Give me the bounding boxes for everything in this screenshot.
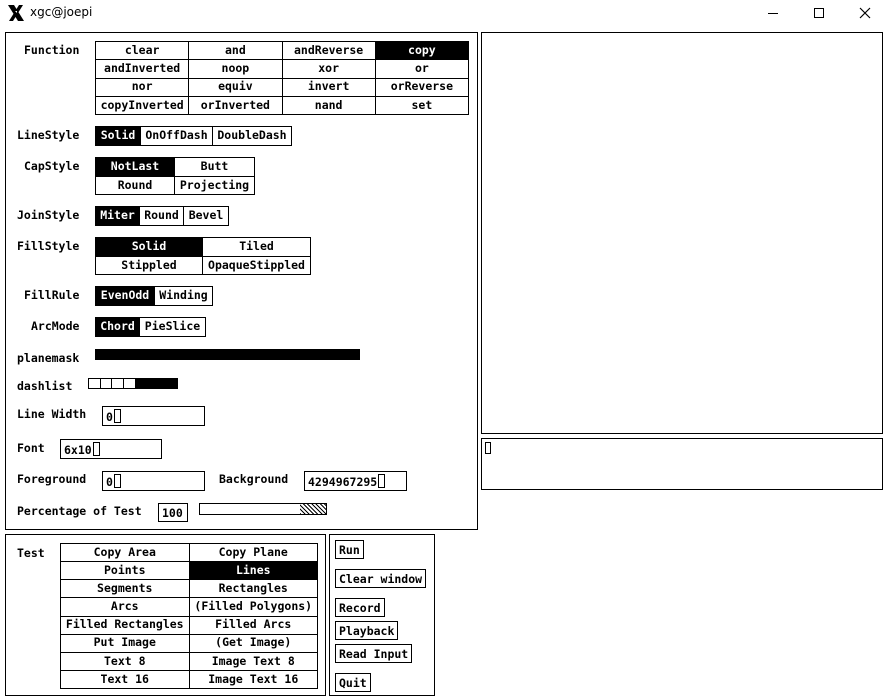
dashlist-segment[interactable] [89, 379, 100, 388]
fillstyle-option-tiled[interactable]: Tiled [203, 238, 310, 256]
dashlist-segment[interactable] [111, 379, 123, 388]
arcmode-label: ArcMode [31, 319, 80, 333]
dashlist-label: dashlist [17, 379, 73, 393]
fillstyle-option-opaquestippled[interactable]: OpaqueStippled [203, 257, 310, 275]
linestyle-label: LineStyle [17, 128, 80, 142]
planemask-bits[interactable] [95, 349, 360, 360]
percentage-scrollbar-thumb[interactable] [300, 504, 326, 514]
close-icon [859, 7, 871, 19]
planemask-bit[interactable] [285, 350, 293, 359]
foreground-input[interactable] [102, 471, 205, 491]
function-option-or[interactable]: or [376, 60, 468, 77]
percentage-value-box [158, 503, 188, 522]
function-option-invert[interactable]: invert [283, 79, 375, 96]
planemask-bit[interactable] [326, 350, 334, 359]
maximize-button[interactable] [796, 0, 842, 26]
arcmode-option-chord[interactable]: Chord [96, 318, 139, 336]
capstyle-option-projecting[interactable]: Projecting [175, 177, 254, 195]
actions-panel [329, 534, 435, 696]
gc-panel [5, 32, 478, 530]
text-caret [485, 442, 491, 454]
fillrule-option-winding[interactable]: Winding [155, 287, 212, 305]
planemask-bit[interactable] [343, 350, 351, 359]
percentage-value: 100 [162, 506, 183, 520]
x-logo-icon [7, 4, 25, 22]
window-title: xgc@joepi [30, 5, 93, 19]
font-value: 6x10 [64, 443, 92, 457]
fillrule-label: FillRule [24, 288, 80, 302]
clear-window-button[interactable]: Clear window [335, 569, 426, 588]
linestyle-option-onoffdash[interactable]: OnOffDash [141, 127, 212, 145]
foreground-label: Foreground [17, 472, 87, 486]
minimize-icon [767, 7, 779, 19]
planemask-bit[interactable] [219, 350, 227, 359]
planemask-bit[interactable] [252, 350, 260, 359]
function-option-orreverse[interactable]: orReverse [376, 79, 468, 96]
maximize-icon [813, 7, 825, 19]
planemask-bit[interactable] [186, 350, 194, 359]
function-option-copyinverted[interactable]: copyInverted [96, 97, 188, 114]
function-option-clear[interactable]: clear [96, 42, 188, 59]
function-option-and[interactable]: and [189, 42, 281, 59]
text-caret [114, 409, 121, 423]
test-option-get-image[interactable]: (Get Image) [190, 635, 318, 652]
planemask-bit[interactable] [277, 350, 285, 359]
text-caret [93, 442, 100, 456]
joinstyle-label: JoinStyle [17, 208, 80, 222]
planemask-bit[interactable] [129, 350, 137, 359]
test-option-segments[interactable]: Segments [61, 580, 189, 597]
joinstyle-option-miter[interactable]: Miter [96, 207, 139, 225]
quit-button[interactable]: Quit [335, 673, 371, 692]
background-value: 4294967295 [308, 475, 378, 489]
test-option-rectangles[interactable]: Rectangles [190, 580, 318, 597]
test-panel [5, 534, 326, 696]
planemask-bit[interactable] [310, 350, 318, 359]
planemask-bit[interactable] [162, 350, 170, 359]
function-option-xor[interactable]: xor [283, 60, 375, 77]
background-input[interactable] [304, 471, 407, 491]
function-option-orinverted[interactable]: orInverted [189, 97, 281, 114]
planemask-bit[interactable] [145, 350, 153, 359]
background-label: Background [219, 472, 289, 486]
minimize-button[interactable] [750, 0, 796, 26]
line-width-value: 0 [106, 410, 113, 424]
foreground-value: 0 [106, 475, 113, 489]
planemask-bit[interactable] [334, 350, 342, 359]
planemask-bit[interactable] [121, 350, 129, 359]
function-option-andreverse[interactable]: andReverse [283, 42, 375, 59]
function-options [95, 41, 469, 115]
arcmode-option-pieslice[interactable]: PieSlice [140, 318, 205, 336]
function-option-copy[interactable]: copy [376, 42, 468, 59]
arcmode-options [95, 317, 206, 337]
test-option-filled-arcs[interactable]: Filled Arcs [190, 617, 318, 634]
planemask-bit[interactable] [211, 350, 219, 359]
test-option-filled-rectangles[interactable]: Filled Rectangles [61, 617, 189, 634]
fillrule-options [95, 286, 213, 306]
test-option-points[interactable]: Points [61, 562, 189, 579]
test-option-image-text-8[interactable]: Image Text 8 [190, 653, 318, 670]
planemask-bit[interactable] [96, 350, 104, 359]
playback-button[interactable]: Playback [335, 621, 398, 640]
text-caret [114, 474, 121, 488]
function-option-andinverted[interactable]: andInverted [96, 60, 188, 77]
test-label: Test [17, 546, 45, 560]
function-option-nand[interactable]: nand [283, 97, 375, 114]
dashlist-segment[interactable] [156, 379, 167, 388]
planemask-bit[interactable] [244, 350, 252, 359]
test-option-put-image[interactable]: Put Image [61, 635, 189, 652]
planemask-label: planemask [17, 351, 80, 365]
drawing-canvas[interactable] [481, 32, 883, 434]
function-option-equiv[interactable]: equiv [189, 79, 281, 96]
function-option-noop[interactable]: noop [189, 60, 281, 77]
run-button[interactable]: Run [335, 540, 364, 559]
test-option-image-text-16[interactable]: Image Text 16 [190, 671, 318, 688]
planemask-bit[interactable] [112, 350, 120, 359]
capstyle-option-notlast[interactable]: NotLast [96, 158, 174, 176]
text-caret [378, 474, 385, 488]
dashlist-segment[interactable] [135, 379, 146, 388]
dashlist-segment[interactable] [145, 379, 156, 388]
font-label: Font [17, 441, 45, 455]
capstyle-options [95, 157, 255, 195]
input-textarea[interactable] [481, 438, 883, 490]
read-input-button[interactable]: Read Input [335, 644, 412, 663]
joinstyle-option-round[interactable]: Round [140, 207, 183, 225]
planemask-bit[interactable] [178, 350, 186, 359]
planemask-bit[interactable] [269, 350, 277, 359]
font-input[interactable] [60, 439, 162, 459]
planemask-bit[interactable] [154, 350, 162, 359]
fillstyle-label: FillStyle [17, 239, 80, 253]
close-button[interactable] [842, 0, 887, 26]
linestyle-option-solid[interactable]: Solid [96, 127, 140, 145]
function-option-set[interactable]: set [376, 97, 468, 114]
function-label: Function [24, 43, 80, 57]
capstyle-label: CapStyle [24, 159, 80, 173]
record-button[interactable]: Record [335, 598, 385, 617]
planemask-bit[interactable] [203, 350, 211, 359]
fillrule-option-evenodd[interactable]: EvenOdd [96, 287, 154, 305]
capstyle-option-butt[interactable]: Butt [175, 158, 254, 176]
line-width-input[interactable] [102, 406, 205, 426]
planemask-bit[interactable] [260, 350, 268, 359]
joinstyle-option-bevel[interactable]: Bevel [184, 207, 228, 225]
planemask-bit[interactable] [195, 350, 203, 359]
test-option-arcs[interactable]: Arcs [61, 598, 189, 615]
linestyle-option-doubledash[interactable]: DoubleDash [213, 127, 291, 145]
percentage-label: Percentage of Test [17, 504, 142, 518]
dashlist-segment[interactable] [166, 379, 177, 388]
line-width-label: Line Width [17, 407, 87, 421]
linestyle-options [95, 126, 292, 146]
test-option-copy-area[interactable]: Copy Area [61, 544, 189, 561]
test-options [60, 543, 318, 689]
planemask-bit[interactable] [228, 350, 236, 359]
dashlist-segment[interactable] [100, 379, 112, 388]
capstyle-option-round[interactable]: Round [96, 177, 174, 195]
planemask-bit[interactable] [293, 350, 301, 359]
planemask-bit[interactable] [301, 350, 309, 359]
planemask-bit[interactable] [170, 350, 178, 359]
percentage-scrollbar[interactable] [199, 503, 327, 515]
joinstyle-options [95, 206, 229, 226]
fillstyle-options [95, 237, 311, 275]
fillstyle-option-stippled[interactable]: Stippled [96, 257, 202, 275]
planemask-bit[interactable] [236, 350, 244, 359]
test-option-lines[interactable]: Lines [190, 562, 318, 579]
dashlist-bits[interactable] [88, 378, 178, 389]
planemask-bit[interactable] [351, 350, 359, 359]
function-option-nor[interactable]: nor [96, 79, 188, 96]
test-option-filled-polygons[interactable]: (Filled Polygons) [190, 598, 318, 615]
test-option-text-16[interactable]: Text 16 [61, 671, 189, 688]
test-option-text-8[interactable]: Text 8 [61, 653, 189, 670]
planemask-bit[interactable] [104, 350, 112, 359]
planemask-bit[interactable] [137, 350, 145, 359]
test-option-copy-plane[interactable]: Copy Plane [190, 544, 318, 561]
fillstyle-option-solid[interactable]: Solid [96, 238, 202, 256]
planemask-bit[interactable] [318, 350, 326, 359]
dashlist-segment[interactable] [123, 379, 135, 388]
